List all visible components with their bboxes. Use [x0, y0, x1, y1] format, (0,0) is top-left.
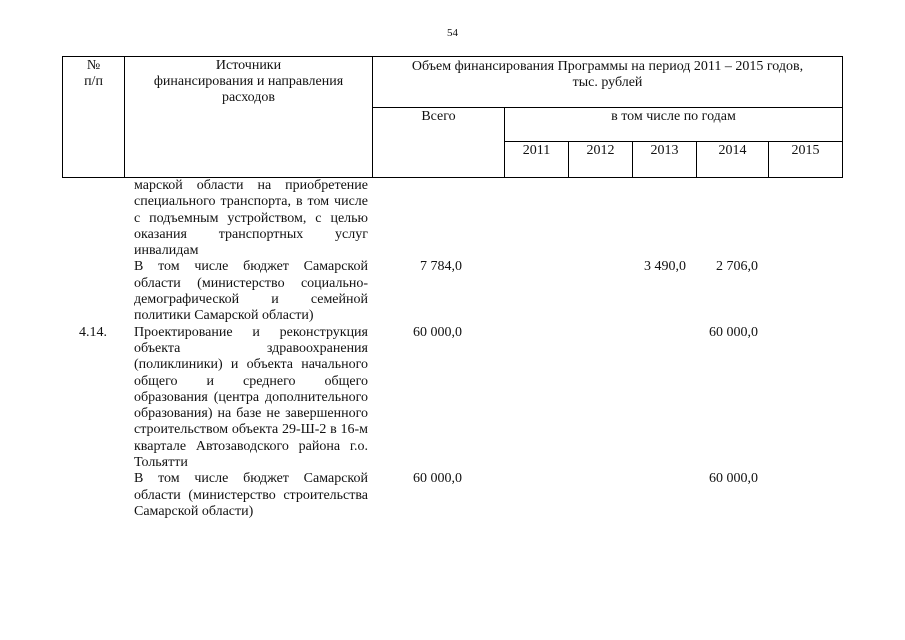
row-description: Проектирование и реконструкция объекта здравоохранения (поликлиники) и объекта начального общего и среднего общего образования (центра дополнительного образования) на базе не завершенного строительством объекта 29-Ш-2 в 16-м квартале Автозаводского района г.о. Тольятти — [134, 324, 368, 471]
header-total: Всего — [373, 108, 505, 178]
header-by-years: в том числе по годам — [505, 108, 843, 142]
header-year-2014: 2014 — [697, 142, 769, 178]
row-description: В том числе бюджет Самарской области (министерство строительства Самарской области) — [134, 471, 368, 519]
table-row — [62, 259, 842, 324]
row-2013: 3 490,0 — [644, 259, 686, 275]
header-year-2015: 2015 — [769, 142, 843, 178]
row-2014: 60 000,0 — [709, 324, 758, 340]
row-total: 7 784,0 — [420, 259, 462, 275]
table-row — [62, 471, 842, 520]
table-row — [62, 178, 842, 259]
row-description: марской области на приобретение специального транспорта, в том числе с подъемным устройством, с целью оказания транспортных услуг инвалидам — [134, 178, 368, 259]
table-header — [62, 56, 843, 178]
row-total: 60 000,0 — [413, 471, 462, 487]
header-volume: Объем финансирования Программы на период 2011 – 2015 годов, тыс. рублей — [373, 57, 843, 108]
page-number: 54 — [447, 27, 458, 39]
row-2014: 60 000,0 — [709, 471, 758, 487]
table-body — [62, 178, 842, 520]
table-row — [62, 325, 842, 472]
header-num: № п/п — [63, 57, 125, 178]
row-description: В том числе бюджет Самарской области (министерство социально-демографической и семейной политики Самарской области) — [134, 259, 368, 324]
header-year-2012: 2012 — [569, 142, 633, 178]
row-total: 60 000,0 — [413, 324, 462, 340]
row-2014: 2 706,0 — [716, 259, 758, 275]
row-number: 4.14. — [79, 324, 107, 340]
header-year-2013: 2013 — [633, 142, 697, 178]
header-sources: Источники финансирования и направления расходов — [125, 57, 373, 178]
header-year-2011: 2011 — [505, 142, 569, 178]
